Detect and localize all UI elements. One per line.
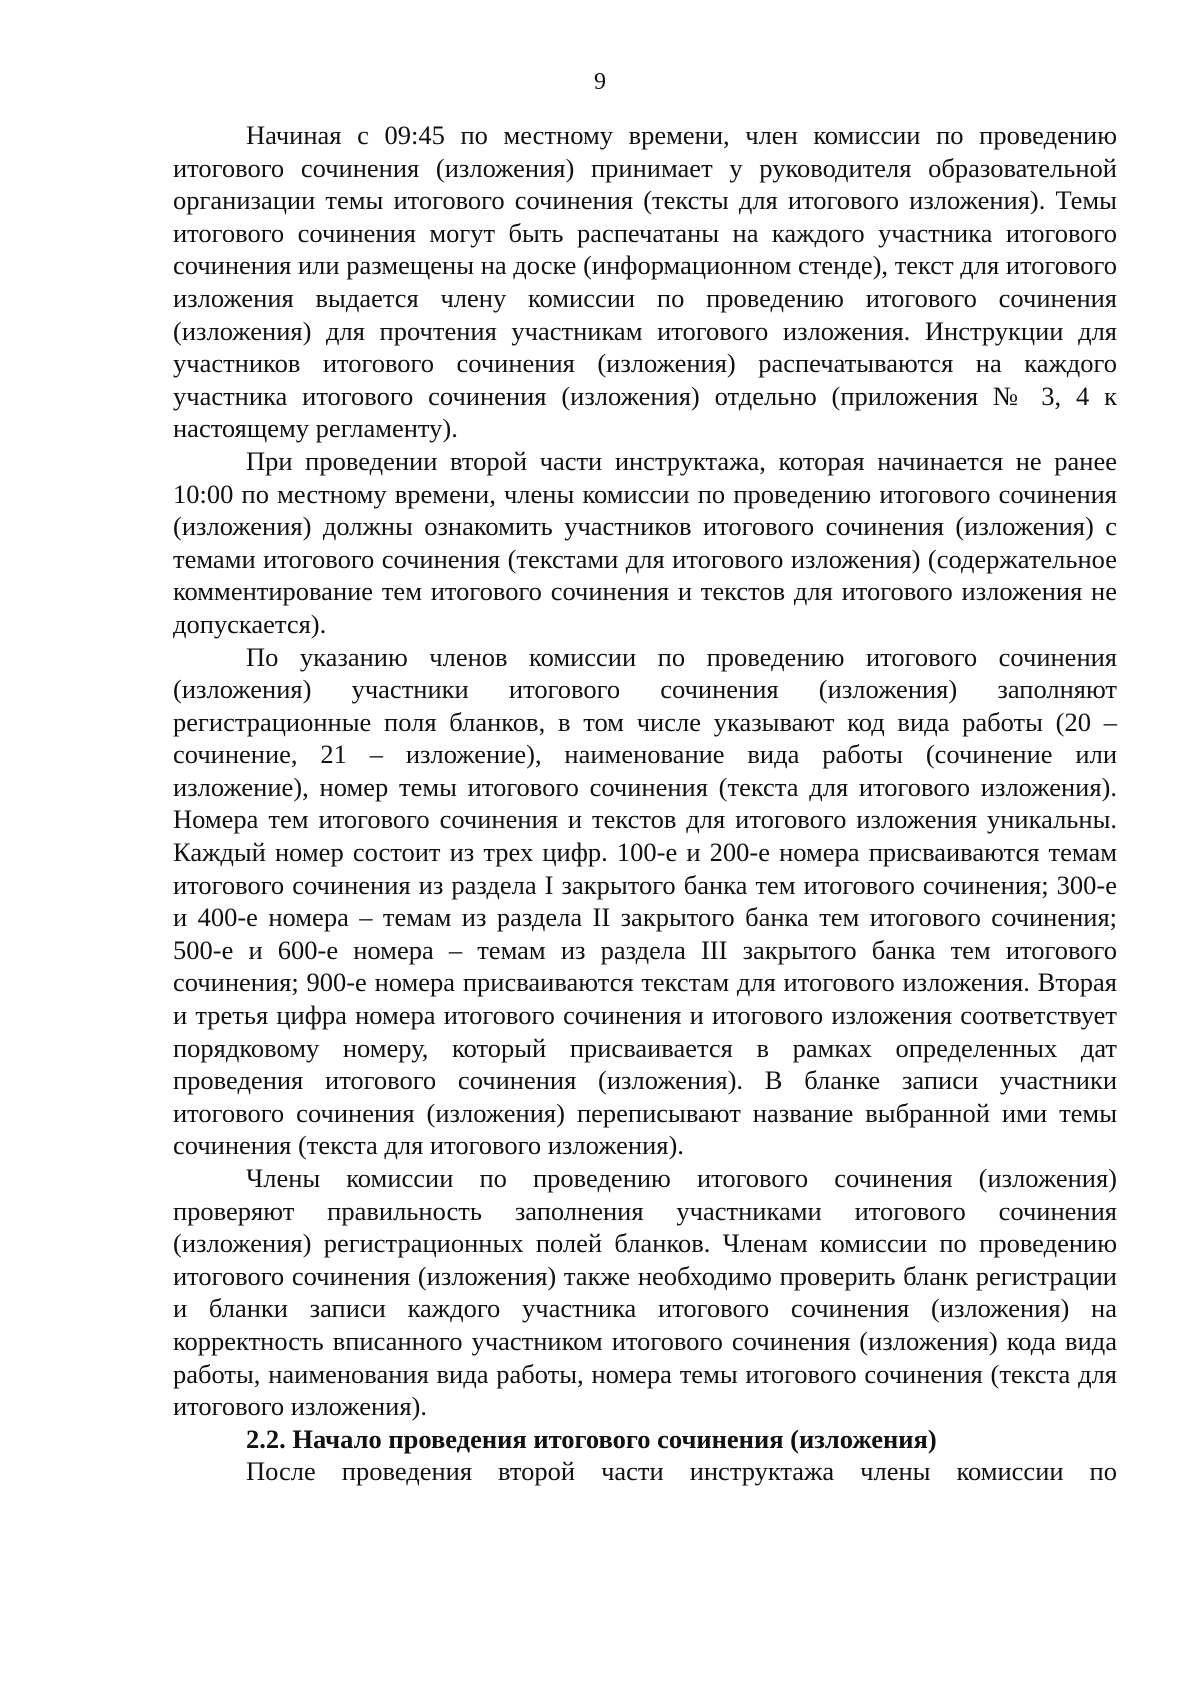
page-number: 9	[594, 69, 606, 95]
document-body	[173, 119, 1117, 1488]
paragraph-second-briefing: При проведении второй части инструктажа, которая начинается не ранее 10:00 по местному времени, члены комиссии по проведению итогового сочинения (изложения) должны ознакомить участников итогового сочинения (изложения) с темами итогового сочинения (текстами для итогового изложения) (содержательное комментирование тем итогового сочинения и текстов для итогового изложения не допускается).	[173, 445, 1117, 639]
paragraph-theme-receipt: Начиная с 09:45 по местному времени, член комиссии по проведению итогового сочинения (изложения) принимает у руководителя образовательной организации темы итогового сочинения (тексты для итогового изложения). Темы итогового сочинения могут быть распечатаны на каждого участника итогового сочинения или размещены на доске (информационном стенде), текст для итогового изложения выдается члену комиссии по проведению итогового сочинения (изложения) для прочтения участникам итогового изложения. Инструкции для участников итогового сочинения (изложения) распечатываются на каждого участника итогового сочинения (изложения) отдельно (приложения № 3, 4 к настоящему регламенту).	[173, 120, 1117, 444]
paragraph-start: После проведения второй части инструктажа члены комиссии по	[246, 1456, 1117, 1487]
section-heading: 2.2. Начало проведения итогового сочинения (изложения)	[246, 1423, 937, 1454]
paragraph-registration-fields: По указанию членов комиссии по проведению итогового сочинения (изложения) участники итогового сочинения (изложения) заполняют регистрационные поля бланков, в том числе указывают код вида работы (20 – сочинение, 21 – изложение), наименование вида работы (сочинение или изложение), номер темы итогового сочинения (текста для итогового изложения). Номера тем итогового сочинения и текстов для итогового изложения уникальны. Каждый номер состоит из трех цифр. 100-е и 200-е номера присваиваются темам итогового сочинения из раздела I закрытого банка тем итогового сочинения; 300-е и 400-е номера – темам из раздела II закрытого банка тем итогового сочинения; 500-е и 600-е номера – темам из раздела III закрытого банка тем итогового сочинения; 900-е номера присваиваются текстам для итогового изложения. Вторая и третья цифра номера итогового сочинения и итогового изложения соответствует порядковому номеру, который присваивается в рамках определенных дат проведения итогового сочинения (изложения). В бланке записи участники итогового сочинения (изложения) переписывают название выбранной ими темы сочинения (текста для итогового изложения).	[173, 641, 1117, 1161]
paragraph-commission-check: Члены комиссии по проведению итогового сочинения (изложения) проверяют правильность заполнения участниками итогового сочинения (изложения) регистрационных полей бланков. Членам комиссии по проведению итогового сочинения (изложения) также необходимо проверить бланк регистрации и бланки записи каждого участника итогового сочинения (изложения) на корректность вписанного участником итогового сочинения (изложения) кода вида работы, наименования вида работы, номера темы итогового сочинения (текста для итогового изложения).	[173, 1163, 1117, 1422]
